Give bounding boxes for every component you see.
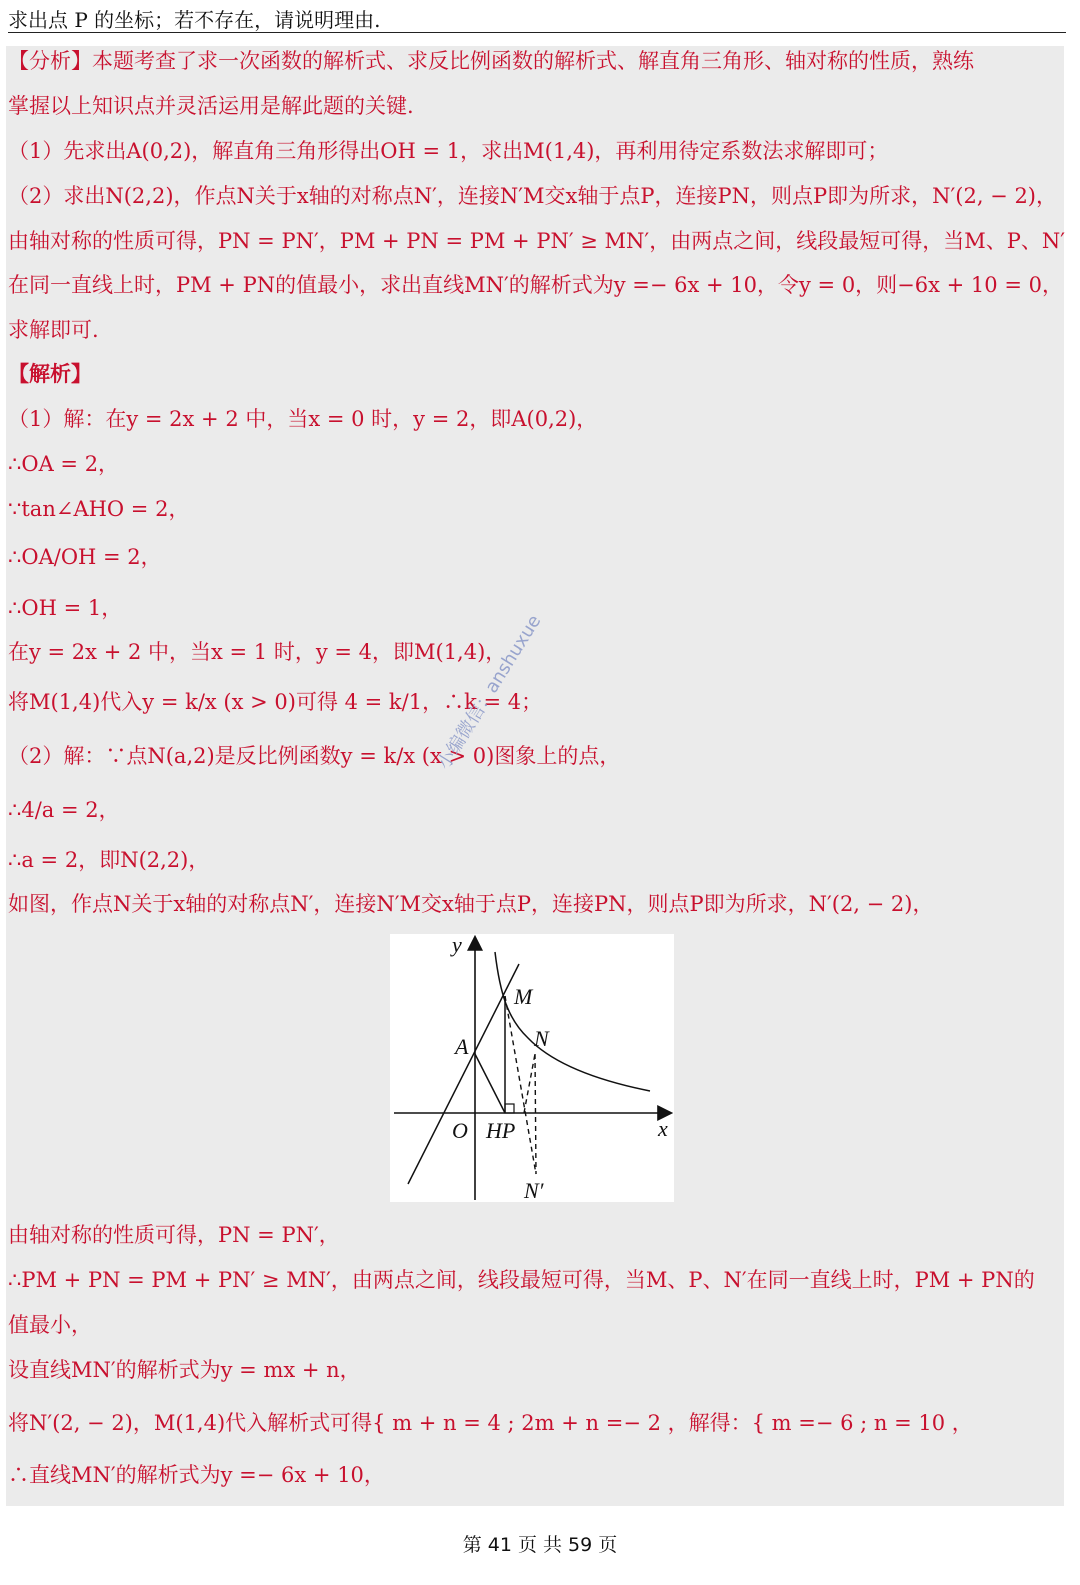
solution-line-4: ∴OA/OH = 2，	[8, 545, 162, 569]
analysis-line-5: 由轴对称的性质可得，PN = PN′，PM + PN = PM + PN′ ≥ MN′，由两点之间，线段最短可得，当M、P、N′	[8, 229, 1065, 253]
watermark-text: 小编微信：anshuxue	[433, 611, 546, 774]
solution-line-17: ∴直线MN′的解析式为y =− 6x + 10，	[8, 1463, 385, 1487]
solution-line-12: 由轴对称的性质可得，PN = PN′，	[8, 1223, 340, 1247]
analysis-line-2: 掌握以上知识点并灵活运用是解此题的关键.	[8, 94, 414, 118]
solution-line-15: 设直线MN′的解析式为y = mx + n，	[8, 1358, 361, 1382]
analysis-line-4: （2）求出N(2,2)，作点N关于x轴的对称点N′，连接N′M交x轴于点P，连接PN，则点P即为所求，N′(2, − 2)，	[8, 184, 1058, 208]
segment-NNprime	[535, 1054, 536, 1174]
solution-header: 【解析】	[8, 361, 92, 386]
solution-line-13: ∴PM + PN = PM + PN′ ≥ MN′，由两点之间，线段最短可得，当M、P、N′在同一直线上时，PM + PN的	[8, 1268, 1035, 1292]
solution-line-1: （1）解：在y = 2x + 2 中，当x = 0 时，y = 2，即A(0,2)，	[8, 407, 598, 431]
segment-PN	[524, 1054, 535, 1113]
solution-line-14: 值最小，	[8, 1313, 92, 1337]
solution-line-7: 将M(1,4)代入y = k/x (x > 0)可得 4 = k/1，∴k = 4；	[8, 690, 543, 714]
segment-AH	[475, 1054, 505, 1113]
solution-line-3: ∵tan∠AHO = 2，	[8, 497, 190, 521]
solution-line-8: （2）解：∵点N(a,2)是反比例函数y = k/x (x > 0)图象上的点，	[8, 744, 621, 768]
solution-line-5: ∴OH = 1，	[8, 596, 123, 620]
solution-line-9: ∴4/a = 2，	[8, 798, 120, 822]
label-x: x	[658, 1116, 668, 1141]
right-angle-mark	[505, 1104, 514, 1113]
geometry-figure	[390, 934, 674, 1202]
analysis-line-1: 【分析】本题考查了求一次函数的解析式、求反比例函数的解析式、解直角三角形、轴对称的性质，熟练	[8, 49, 974, 73]
label-Nprime: N′	[524, 1178, 544, 1202]
figure-svg	[390, 934, 674, 1202]
solution-line-11: 如图，作点N关于x轴的对称点N′，连接N′M交x轴于点P，连接PN，则点P即为所求，N′(2, − 2)，	[8, 892, 934, 916]
segment-MNprime	[505, 996, 536, 1174]
analysis-line-6: 在同一直线上时，PM + PN的值最小，求出直线MN′的解析式为y =− 6x + 10，令y = 0，则−6x + 10 = 0，	[8, 273, 1063, 297]
line-y-2x-2	[408, 964, 519, 1184]
solution-line-16: 将N′(2, − 2)，M(1,4)代入解析式可得{ m + n = 4 ; 2m + n =− 2 ，解得：{ m =− 6 ; n = 10 ，	[8, 1411, 973, 1435]
label-y: y	[452, 934, 462, 957]
label-M: M	[514, 984, 533, 1009]
page-footer: 第 41 页 共 59 页	[462, 1534, 618, 1556]
label-N: N	[534, 1026, 549, 1051]
label-O: O	[452, 1118, 468, 1143]
analysis-line-7: 求解即可.	[8, 318, 99, 342]
header-text: 求出点 P 的坐标；若不存在，请说明理由.	[8, 8, 381, 32]
solution-line-6: 在y = 2x + 2 中，当x = 1 时，y = 4，即M(1,4)，	[8, 640, 507, 664]
label-HP: HP	[486, 1118, 516, 1143]
solution-line-10: ∴a = 2，即N(2,2)，	[8, 848, 210, 872]
label-A: A	[455, 1034, 469, 1059]
analysis-line-3: （1）先求出A(0,2)，解直角三角形得出OH = 1，求出M(1,4)，再利用待定系数法求解即可；	[8, 139, 889, 163]
solution-line-2: ∴OA = 2，	[8, 452, 120, 476]
